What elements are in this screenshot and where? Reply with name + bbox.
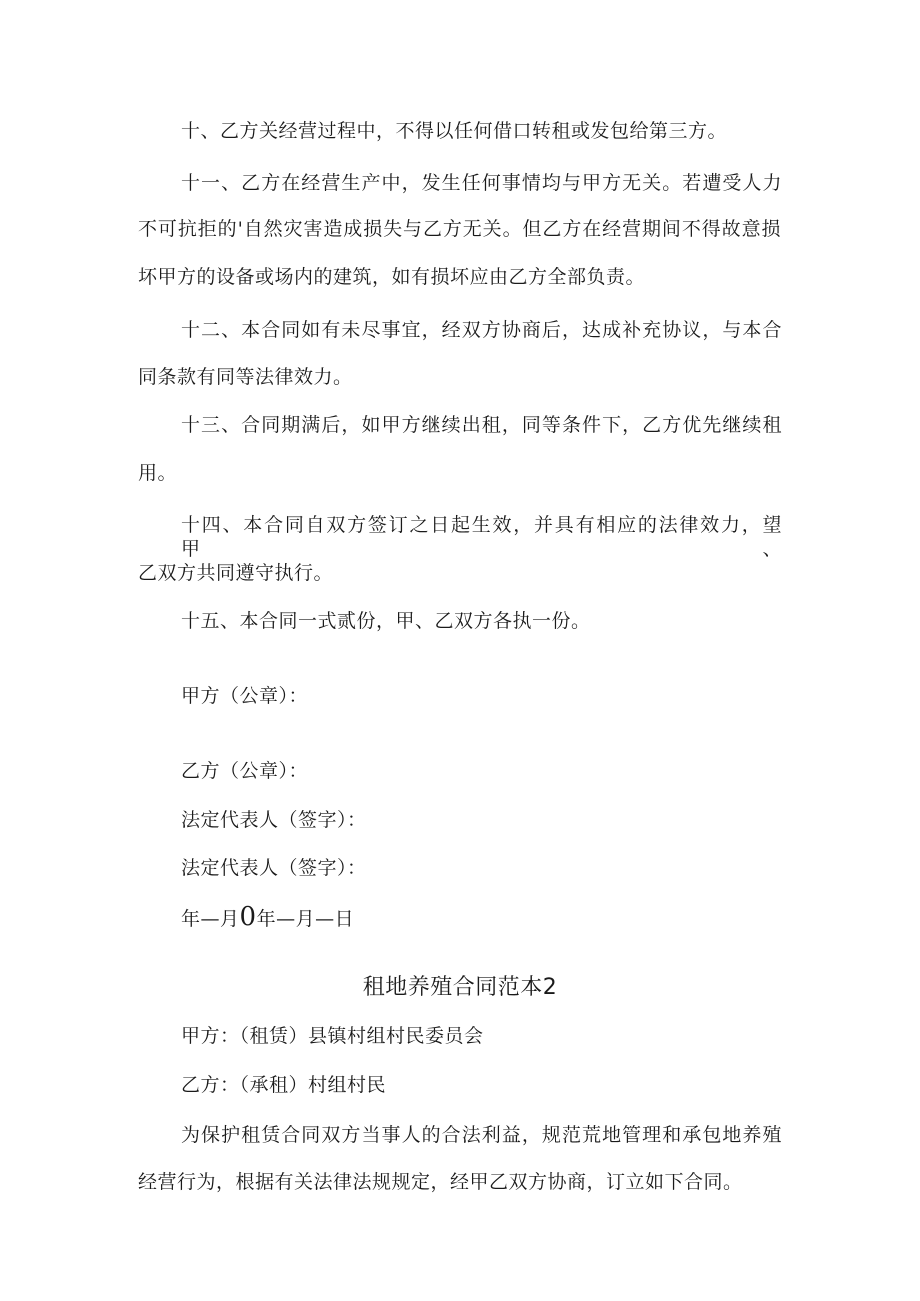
date-part-2: 年—月—日 [256,908,355,930]
clause-14-line-2: 乙双方共同遵守执行。 [138,562,334,584]
section-2-party-a: 甲方：（租赁）县镇村组村民委员会 [181,1025,484,1047]
clause-11-line-1: 十一、乙方在经营生产中，发生任何事情均与甲方无关。若遭受人力 [181,172,782,194]
clause-10: 十、乙方关经营过程中，不得以任何借口转租或发包给第三方。 [181,120,728,142]
clause-12-line-1: 十二、本合同如有未尽事宜，经双方协商后，达成补充协议，与本合 [181,319,782,341]
party-a-seal-label: 甲方（公章）： [181,685,309,707]
clause-15: 十五、本合同一式贰份，甲、乙双方各执一份。 [181,610,591,632]
section-2-title: 租地养殖合同范本2 [362,975,558,1000]
legal-rep-signature-2: 法定代表人（签字）： [181,857,367,879]
section-2-intro-line-1: 为保护租赁合同双方当事人的合法利益，规范荒地管理和承包地养殖 [181,1124,782,1146]
date-zero: 0 [239,902,257,932]
clause-11-line-3: 坏甲方的设备或场内的建筑，如有损坏应由乙方全部负责。 [138,266,646,288]
date-line [181,902,355,932]
clause-13-line-2: 用。 [138,462,178,484]
party-b-seal-label: 乙方（公章）： [181,760,309,782]
clause-13-line-1: 十三、合同期满后，如甲方继续出租，同等条件下，乙方优先继续租 [181,414,782,436]
clause-14-line-1: 十四、本合同自双方签订之日起生效，并具有相应的法律效力，望甲、 [181,514,782,560]
clause-11-line-2: 不可抗拒的'自然灾害造成损失与乙方无关。但乙方在经营期间不得故意损 [138,218,781,240]
legal-rep-signature-1: 法定代表人（签字）： [181,809,367,831]
date-part-1: 年—月 [181,908,240,930]
clause-12-line-2: 同条款有同等法律效力。 [138,366,353,388]
section-2-party-b: 乙方：（承租）村组村民 [181,1074,387,1096]
section-2-intro-line-2: 经营行为，根据有关法律法规规定，经甲乙双方协商，订立如下合同。 [138,1171,743,1193]
